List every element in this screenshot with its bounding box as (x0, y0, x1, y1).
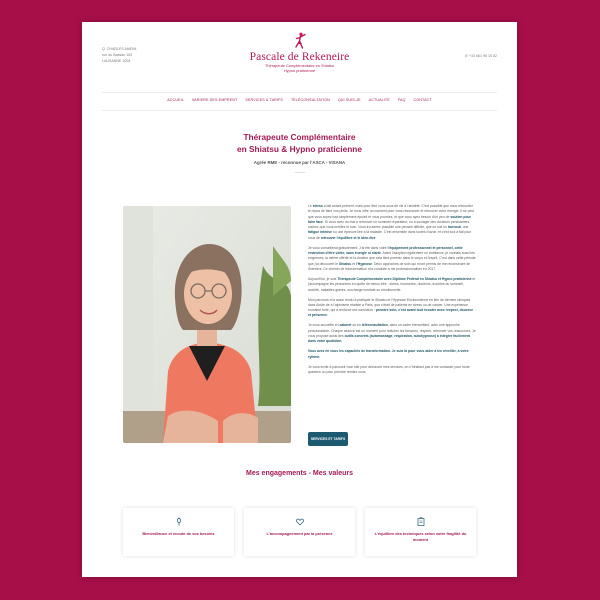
value-card-label: Bienveillance et écoute de vos besoins (142, 531, 215, 536)
text-strong: l'Hypnose (356, 261, 373, 266)
services-tarifs-button[interactable]: SERVICES ET TARIFS (308, 432, 348, 446)
header-phone[interactable] (465, 54, 497, 58)
logo-subtitle: Thérapeute Complémentaire en Shiatsu (265, 63, 334, 68)
phone-number: +33 661 96 15 82 (468, 54, 497, 58)
hero-subtitle: Agrée RME - reconnue par l'ASCA - VISANA (253, 160, 346, 165)
text-strong: Thérapeute Complémentaire avec Diplôme Fédéral en Shiatsu et Hypno praticienne (337, 276, 472, 281)
text-span: a fait autant présent, mais pour être vous sous de vie à l'anxiété. C'est possible que vous retrouviez le repos de faire vos pieds. Je vous offre un moment pour vous ressourcer et retrouver votre énergie. Il se peut que vous soyez tout simplement épuisé et vous pourriez, et que vous ayez besoin d'un peu de (308, 204, 475, 219)
intro-paragraph (308, 246, 476, 272)
text-span: ou en (352, 323, 361, 328)
value-card (365, 508, 476, 556)
text-strong: outils concrets (automassage, respiration, autohypnose) à intégrer facilement dans votre quotidien. (308, 333, 471, 344)
hero-divider (295, 172, 305, 173)
text-span: ou une épreuve liée à la maladie. C'est ensemble dans toutes d'avoir, et c'est tout à fait pour vous de (308, 230, 472, 240)
text-strong: burnout (448, 225, 461, 230)
text-span: . Avant l'adoption également un ambiance, je connais aussi les exigences, la même offerte et la douleur que cela tient premier dans le corps et l'esprit. C'est dans cette période que j'ai découvert le (308, 251, 476, 266)
text-strong: fatigue intense (308, 230, 332, 235)
text-strong: Vous avez en vous les capacités de transformation. Je suis là pour vous aider à les réveiller, à votre rythme. (308, 349, 469, 359)
text-span: , dans un cadre bienveillant, avec une approche personnalisée. Chaque séance est un moment pour relâcher les tensions, respirer, retrouver vos ressources. Je vous propose aussi des (308, 323, 476, 338)
text-span: et (352, 261, 356, 266)
nav-item-services[interactable]: SERVICES & TARIFS (245, 98, 283, 102)
logo-subtitle: Hypno praticienne (283, 68, 316, 73)
nav-item-qui-suis-je[interactable]: QUI SUIS-JE (337, 98, 361, 102)
nav-item-accueil[interactable]: ACCUEIL (167, 98, 184, 102)
value-card-label: L'équilibre des techniques selon votre fragilité du moment (374, 531, 467, 542)
nav-item-actualite[interactable]: ACTUALITÉ (368, 98, 390, 102)
text-span: , une (460, 225, 469, 230)
text-strong: l'équipement professionnel et personnel, cette restriction d'être vidée, sans énergie ni clarté (308, 245, 463, 256)
text-strong: stress (312, 204, 323, 208)
values-title: Mes engagements - Mes valeurs (246, 470, 353, 477)
logo-name: Pascale de Rekeneire (249, 51, 350, 63)
text-span: Mon parcours m'a aussi rendu à pratiquer le Shiatsu et l'Hypnose Ericksonienne en lien de dermes cliniques dans Aoûte de à l'alpinisme réaliste à Paris, que c'était de patients en stress ou de cancer. Une expérience humaine forte, qui a renforcé ma conviction : (308, 297, 471, 313)
nav-item-contact[interactable]: CONTACT (413, 98, 432, 102)
hero-title-line: en Shiatsu & Hypno praticienne (237, 143, 362, 154)
value-card (244, 508, 355, 556)
text-span: Aujourd'hui, je suis (308, 276, 337, 281)
text-strong: Shiatsu (339, 261, 352, 266)
main-nav (82, 98, 517, 102)
text-strong: prendre soin, c'est avant tout écouter avec respect, douceur et présence. (308, 308, 473, 318)
nav-item-empreinte[interactable]: VARIERE DES EMPRENT (191, 98, 238, 102)
text-strong: cabinet (339, 323, 352, 328)
website-page (82, 22, 517, 577)
dancer-logo-icon (293, 32, 307, 50)
address-line: Q. CHARLES-MARIA (102, 47, 137, 51)
intro-paragraph (308, 204, 476, 241)
site-logo[interactable] (82, 32, 517, 73)
intro-text (308, 204, 476, 380)
text-span: Le (308, 204, 312, 208)
portrait-photo (123, 206, 291, 443)
text-span: Je vous accueille en (308, 323, 339, 328)
intro-paragraph (308, 298, 476, 319)
intro-paragraph (308, 349, 476, 360)
intro-paragraph (308, 365, 476, 376)
intro-paragraph (308, 277, 476, 293)
address-line: LAUSANNE 1004 (102, 59, 131, 64)
nav-item-faq[interactable]: FAQ (397, 98, 406, 102)
intro-paragraph (308, 323, 476, 344)
text-strong: téléconsultation (361, 323, 388, 328)
heart-icon (295, 517, 304, 526)
text-strong: retrouver l'équilibre et le bien-être (320, 235, 376, 240)
nav-item-teleconsultation[interactable]: TÉLÉCONSULTATION (290, 98, 330, 102)
clipboard-icon (416, 517, 425, 526)
phone-icon: ✆ (464, 54, 469, 58)
text-span: . Deux approches de soin qui m'ont permis de me reconstruire de l'intérieur. Ce chemin de transformation m'a conduite à me professionnaliser en 2017. (308, 261, 471, 271)
hand-leaf-icon (174, 517, 183, 526)
header-divider (102, 92, 497, 93)
hero-title (82, 132, 517, 155)
value-card-label: L'accompagnement par la présence (266, 531, 333, 536)
text-span: Je vous conseillerai gratuitement. J'ai été dans votre (308, 245, 387, 250)
text-span: . Si vous avez du mal à retrouver un sommeil réparateur, ou à soulager des douleurs persistantes, sachez que vous méritez le soin. Vous trouverez possible une pensée difficile, que ce soit un (308, 219, 471, 230)
text-strong: soutien pour faire face (308, 214, 471, 224)
address-line: rue du Bassan 154 (102, 53, 133, 58)
nav-divider (102, 110, 497, 111)
text-span: Je vous invite à parcourir mon site pour découvrir mes services, en n'hésitant pas à me contacter pour toute question ou pour prendre rendez-vous. (308, 364, 470, 374)
hero-title-line: Thérapeute Complémentaire (243, 132, 356, 142)
value-card (123, 508, 234, 556)
text-span: et j'accompagne les personnes en quête de mieux-être : stress, insomnies, douleurs, troubles du sommeil, anxiété, maladies graves, surcharge mentale ou émotionnelle. (308, 276, 476, 292)
values-cards (123, 508, 476, 556)
